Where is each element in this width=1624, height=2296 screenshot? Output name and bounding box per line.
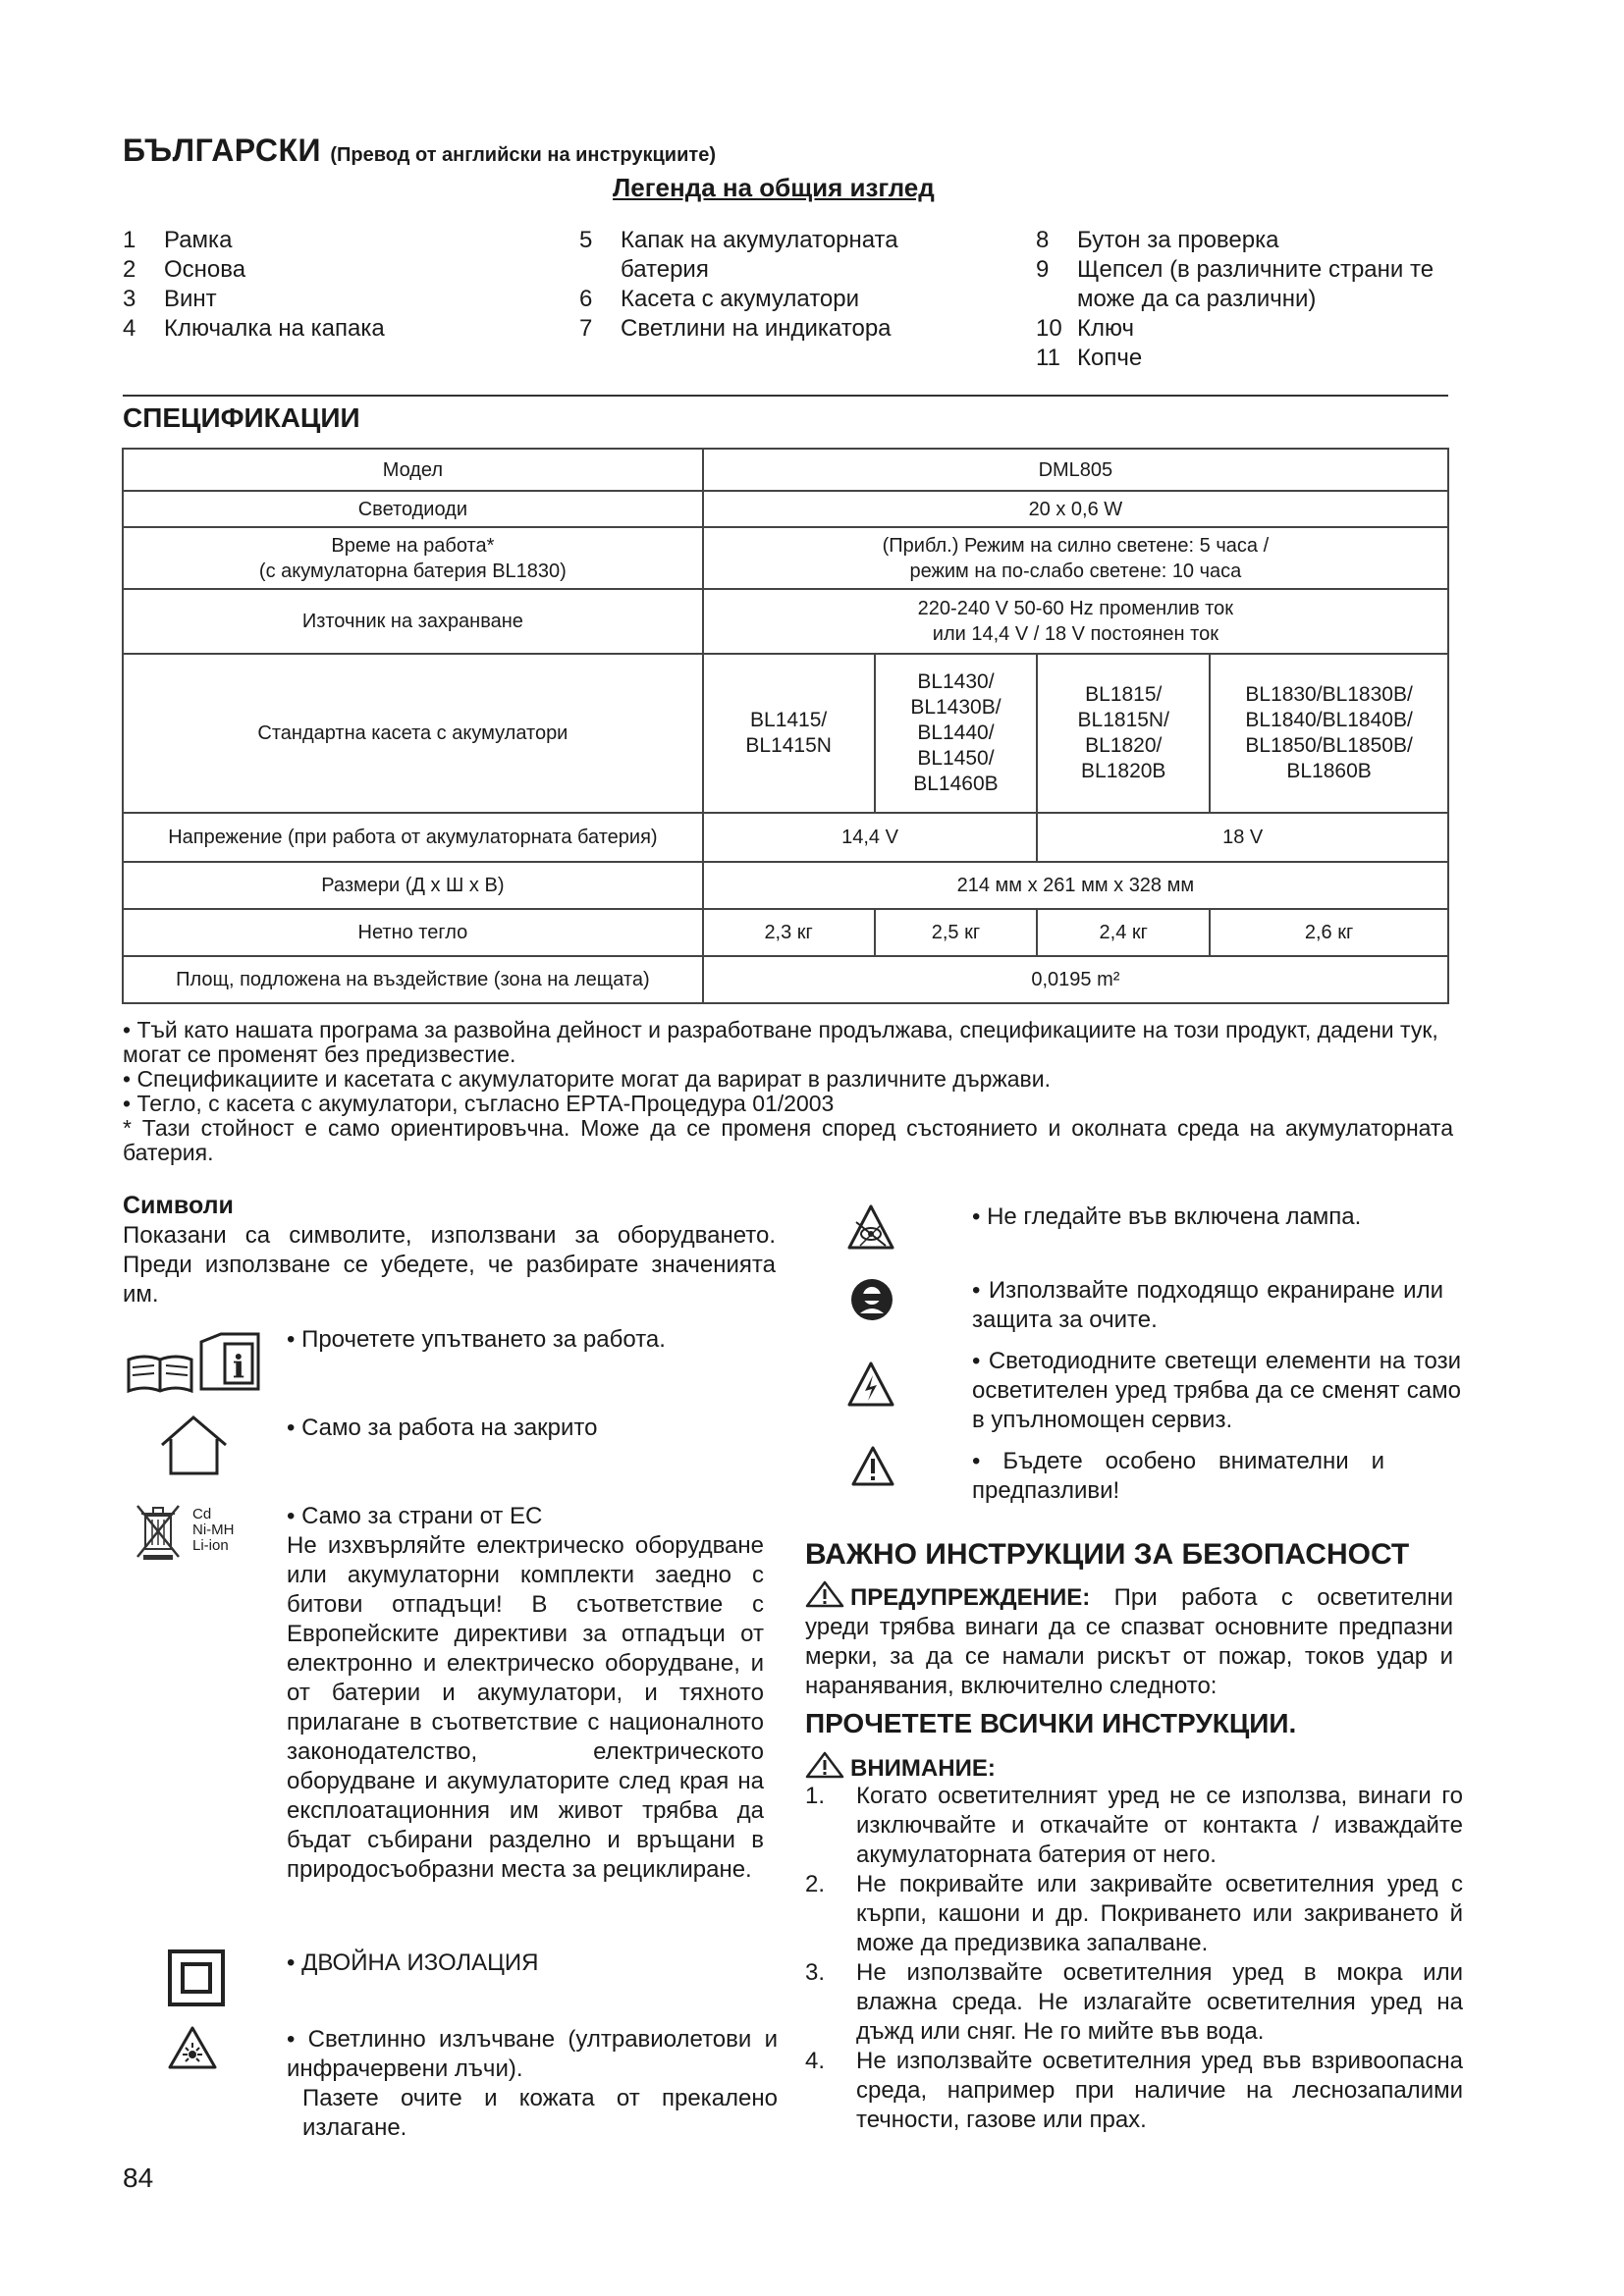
list-number: 1. [805,1783,826,1809]
table-cell: 2,4 кг [1037,909,1210,956]
light-radiation-warning-icon [167,2025,218,2075]
cell-line: BL1860B [1286,760,1372,782]
list-item [805,1782,1463,1870]
no-look-text: • Не гледайте във включена лампа. [972,1203,1362,1230]
table-cell: Светодиоди [123,491,703,527]
eye-protection-icon [850,1278,893,1326]
table-cell: Нетно тегло [123,909,703,956]
legend-text: Ключ [1077,315,1134,342]
legend-item [579,314,972,344]
list-item [805,1958,1463,2047]
legend-item [123,226,565,255]
language-subtitle: (Превод от английски на инструкциите) [330,144,716,166]
legend-num: 7 [579,315,593,342]
cell-line: (Прибл.) Режим на силно светене: 5 часа / [882,534,1270,557]
table-cell: DML805 [703,449,1448,491]
cell-line: (с акумулаторна батерия BL1830) [258,560,567,582]
indoor-text: • Само за работа на закрито [287,1415,598,1441]
legend-text: Основа [164,256,246,283]
list-number: 4. [805,2048,826,2074]
legend-num: 11 [1036,345,1060,371]
legend-num: 4 [123,315,136,342]
read-manual-icon [123,1330,265,1404]
note-item: * Тази стойност е само ориентировъчна. Може да се променя според състоянието и околната среда на акумулаторната батерия. [123,1115,1453,1165]
list-text: Не използвайте осветителния уред във взривоопасна среда, например при наличие на леснозапалими течности, газове или прах. [856,2048,1463,2133]
legend-title: Легенда на общия изглед [613,173,935,202]
cell-line: BL1815N/ [1077,709,1169,731]
symbols-intro: Показани са символите, използвани за оборудването. Преди използване се убедете, че разбирате значенията им. [123,1222,776,1308]
table-cell: Стандартна касета с акумулатори [123,654,703,813]
list-item [805,2047,1463,2135]
table-row [123,527,1448,589]
cell-line: BL1460B [913,773,999,795]
note-item: • Тъй като нашата програма за развойна дейност и разработване продължава, спецификациите на този продукт, дадени тук, могат се променят без предизвестие. [123,1017,1438,1067]
warning-label: ПРЕДУПРЕЖДЕНИЕ: [850,1584,1091,1611]
legend-num: 6 [579,286,593,312]
table-row [123,654,1448,813]
led-service-text: • Светодиодните светещи елементи на този осветителен уред трябва да се сменят само в упълномощен сервиз. [972,1348,1461,1433]
double-insulation-text: • ДВОЙНА ИЗОЛАЦИЯ [287,1949,539,1976]
read-all-heading: ПРОЧЕТЕТЕ ВСИЧКИ ИНСТРУКЦИИ. [805,1708,1297,1738]
list-text: Когато осветителният уред не се използва, винаги го изключвайте и откачайте от контакта / изваждайте акумулаторната батерия от него. [856,1783,1463,1868]
table-cell: Площ, подложена на въздействие (зона на лещата) [123,956,703,1003]
table-row [123,449,1448,491]
table-row [123,589,1448,654]
table-cell [1210,654,1448,813]
cell-line: 220-240 V 50-60 Hz променлив ток [917,598,1234,619]
legend-num: 10 [1036,315,1062,342]
house-icon [157,1414,231,1482]
cell-line: или 14,4 V / 18 V постоянен ток [932,623,1218,645]
cell-line: режим на по-слабо светене: 10 часа [909,560,1242,582]
light-emission-text [287,2025,778,2143]
table-cell: 20 x 0,6 W [703,491,1448,527]
language-title: БЪЛГАРСКИ [123,133,321,168]
cell-line: BL1430B/ [910,696,1001,719]
table-row [123,909,1448,956]
legend-text: Винт [164,286,217,312]
table-cell: 2,6 кг [1210,909,1448,956]
legend-item [1036,255,1468,314]
legend-num: 2 [123,256,136,283]
safety-title: ВАЖНО ИНСТРУКЦИИ ЗА БЕЗОПАСНОСТ [805,1538,1410,1571]
legend-item [1036,314,1468,344]
table-cell: Размери (Д x Ш x В) [123,862,703,909]
legend-text: Бутон за проверка [1077,227,1279,253]
specs-title: СПЕЦИФИКАЦИИ [123,402,360,433]
cell-line: Време на работа* [331,534,495,557]
section-divider [123,395,1448,397]
table-cell: Модел [123,449,703,491]
table-cell: 14,4 V [703,813,1038,862]
cell-line: BL1820B [1081,760,1166,782]
legend-item [579,285,972,314]
legend-text: Щепсел (в различните страни те може да са различни) [1077,256,1435,312]
table-row [123,956,1448,1003]
caution-icon [850,1445,895,1493]
legend-column-3 [1036,226,1468,373]
warning-icon [805,1580,844,1608]
table-cell [123,527,703,589]
note-item: • Тегло, с касета с акумулатори, съгласно EPTA-Процедура 01/2003 [123,1091,835,1116]
cell-line: BL1830/BL1830B/ [1245,683,1413,706]
cell-line: BL1415N [745,734,832,757]
cell-line: BL1430/ [917,670,995,693]
list-text: Не покривайте или закривайте осветителния уред с кърпи, кашони и др. Покриването или закриването й може да предизвика запалване. [856,1871,1463,1956]
caution-warning-icon [805,1751,844,1779]
eu-title: • Само за страни от ЕС [287,1503,543,1529]
bin-label: Li-ion [192,1537,229,1554]
caution-heading [805,1751,996,1783]
cell-line: BL1840/BL1840B/ [1245,709,1413,731]
table-cell: 2,3 кг [703,909,875,956]
legend-text: Светлини на индикатора [621,315,892,342]
table-cell [875,654,1038,813]
legend-num: 3 [123,286,136,312]
list-item [805,1870,1463,1958]
specs-table [122,448,1449,1004]
legend-num: 8 [1036,227,1050,253]
double-insulation-icon [167,1949,226,2012]
light-emission-line: Пазете очите и кожата от прекалено излагане. [302,2085,778,2141]
legend-text: Копче [1077,345,1143,371]
legend-item [579,226,972,285]
table-cell: Напрежение (при работа от акумулаторната батерия) [123,813,703,862]
cell-line: BL1415/ [750,709,828,731]
legend-column-1 [123,226,565,344]
table-cell [1037,654,1210,813]
list-number: 2. [805,1871,826,1897]
table-cell: Източник на захранване [123,589,703,654]
legend-item [123,285,565,314]
table-row [123,813,1448,862]
legend-text: Ключалка на капака [164,315,385,342]
bin-label: Cd [192,1506,212,1522]
svg-text:i: i [232,1348,245,1385]
legend-item [123,314,565,344]
cell-line: BL1820/ [1085,734,1163,757]
table-cell: 214 мм x 261 мм x 328 мм [703,862,1448,909]
legend-num: 5 [579,227,593,253]
bin-label: Ni-MH [192,1522,235,1538]
warning-paragraph [805,1580,1453,1701]
legend-num: 1 [123,227,136,253]
electric-hazard-icon [846,1360,895,1415]
eye-protection-text: • Използвайте подходящо екраниране или защита за очите. [972,1277,1443,1333]
note-item: • Спецификациите и касетата с акумулаторите могат да варират в различните държави. [123,1066,1051,1092]
eu-body: Не изхвърляйте електрическо оборудване или акумулаторни комплекти заедно с битови отпадъци! В съответствие с Европейските директиви за отпадъци от електронно и електрическо оборудване, и от батерии и акумулатори, и тяхното прилагане в съответствие с националното законодателство, електрическото оборудване и акумулаторите след края на експлоатационния им живот трябва да бъдат събирани разделно и връщани в природосъобразни места за рециклиране. [287,1532,764,1883]
bin-labels [192,1507,235,1554]
table-row [123,491,1448,527]
warning-text: При работа с осветителни уреди трябва винаги да се спазват основните предпазни мерки, за да се намали рискът от пожар, токов удар и наранявания, включително следното: [805,1584,1453,1699]
legend-item [123,255,565,285]
crossed-bin-icon [135,1502,183,1568]
no-look-icon [846,1202,895,1258]
table-cell: 18 V [1037,813,1448,862]
read-manual-text: • Прочетете упътването за работа. [287,1326,666,1353]
table-row [123,862,1448,909]
caution-list [805,1782,1463,2135]
legend-num: 9 [1036,256,1050,283]
legend-text: Касета с акумулатори [621,286,860,312]
list-number: 3. [805,1959,826,1986]
list-text: Не използвайте осветителния уред в мокра или влажна среда. Не излагайте осветителния уред на дъжд или сняг. Не го мийте във вода. [856,1959,1463,2045]
table-cell: 2,5 кг [875,909,1038,956]
legend-text: Капак на акумулаторната батерия [621,227,898,283]
caution-label: ВНИМАНИЕ: [850,1755,996,1782]
spec-notes [123,1018,1453,1165]
cell-line: BL1815/ [1085,683,1163,706]
page-number: 84 [123,2163,154,2193]
table-cell [703,527,1448,589]
be-careful-text: • Бъдете особено внимателни и предпазливи! [972,1448,1384,1504]
legend-column-2 [579,226,972,344]
legend-item [1036,344,1468,373]
cell-line: BL1440/ [917,721,995,744]
table-cell [703,589,1448,654]
light-emission-line: • Светлинно излъчване (ултравиолетови и инфрачервени лъчи). [287,2026,778,2082]
table-cell: 0,0195 m² [703,956,1448,1003]
table-cell [703,654,875,813]
cell-line: BL1450/ [917,747,995,770]
legend-text: Рамка [164,227,233,253]
language-heading [123,133,716,169]
cell-line: BL1850/BL1850B/ [1245,734,1413,757]
symbols-title: Символи [123,1192,234,1219]
legend-item [1036,226,1468,255]
